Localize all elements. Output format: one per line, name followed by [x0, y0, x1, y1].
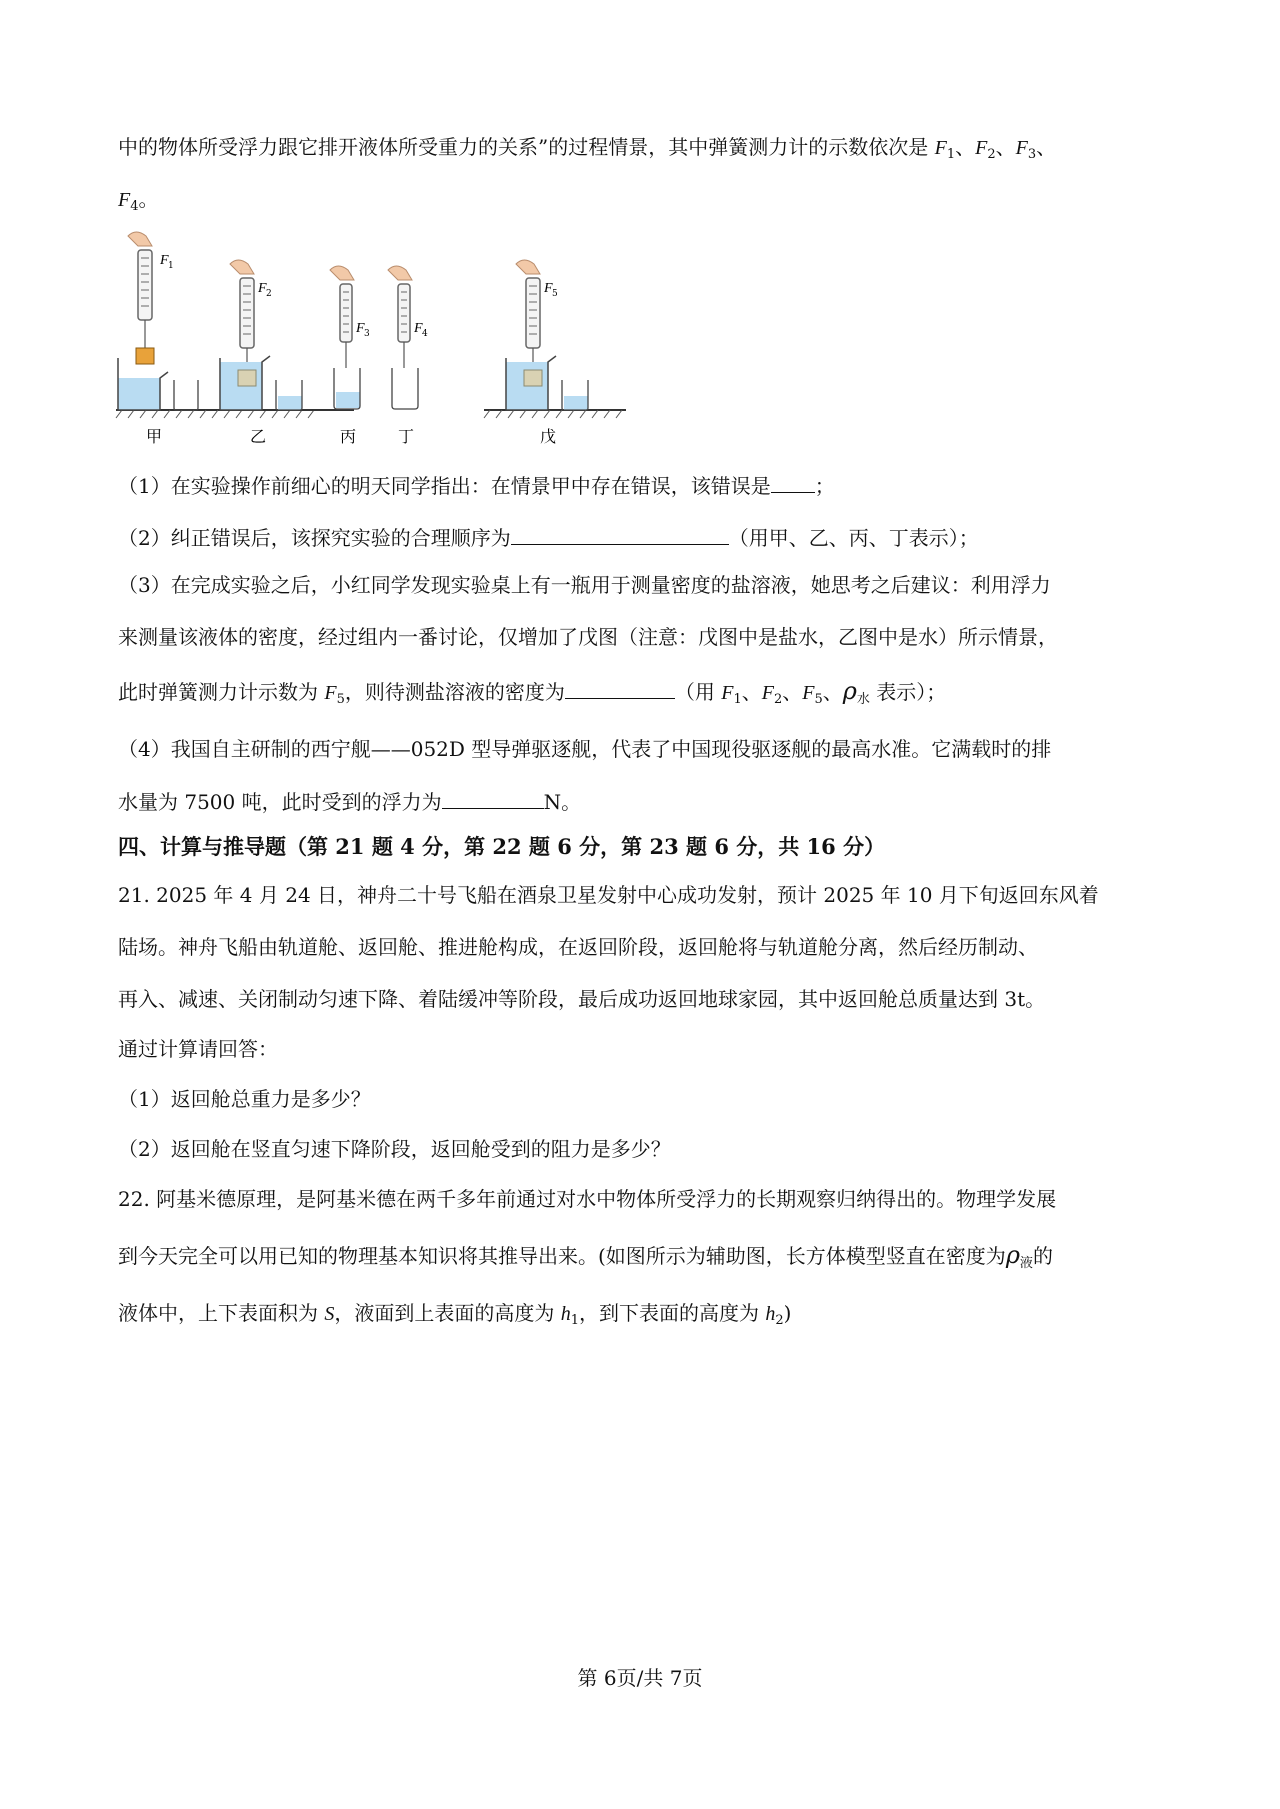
- var-sub: 4: [130, 199, 139, 214]
- q3-text: （用: [674, 680, 722, 704]
- q21-text: 通过计算请回答：: [118, 1037, 278, 1061]
- beaker-icon: [174, 380, 198, 410]
- svg-text:3: 3: [364, 329, 370, 339]
- spring-scale-icon: [340, 284, 352, 342]
- intro-line-2: [118, 184, 1178, 222]
- scene-wu: [506, 260, 588, 410]
- q22-text: ，到下表面的高度为: [579, 1301, 766, 1325]
- experiment-figure: [108, 228, 628, 458]
- question-4-line-1: [118, 734, 1178, 764]
- answer-blank[interactable]: [565, 676, 675, 699]
- q3-text: 此时弹簧测力计示数为: [118, 680, 325, 704]
- spring-scale-icon: [138, 250, 152, 320]
- q21-text: 陆场。神舟飞船由轨道舱、返回舱、推进舱构成，在返回阶段，返回舱将与轨道舱分离，然后经历制动、: [118, 935, 1038, 959]
- label-yi: 乙: [250, 427, 267, 446]
- spring-scale-icon: [240, 278, 254, 348]
- q3-text: 来测量该液体的密度，经过组内一番讨论，仅增加了戊图（注意：戊图中是盐水，乙图中是水）所示情景，: [118, 625, 1058, 649]
- var-S: S: [324, 1303, 335, 1325]
- spring-scale-icon: [398, 284, 410, 342]
- q21-text: 21. 2025 年 4 月 24 日，神舟二十号飞船在酒泉卫星发射中心成功发射，预计 2025 年 10 月下旬返回东风着: [118, 883, 1099, 907]
- var-sub: 2: [987, 147, 996, 162]
- svg-text:F: F: [544, 281, 553, 296]
- spring-scale-icon: [526, 278, 540, 348]
- var-sub: 2: [775, 1313, 784, 1328]
- question-22-line-2: [118, 1240, 1178, 1279]
- var-F: F: [721, 682, 734, 704]
- answer-blank[interactable]: [511, 522, 729, 545]
- scene-ding: [388, 266, 428, 409]
- rho-symbol: ρ: [1005, 1241, 1020, 1269]
- var-F: F: [118, 189, 131, 211]
- rho-sub: 水: [856, 692, 870, 707]
- label-jia: 甲: [146, 427, 163, 446]
- ground-right: [484, 410, 626, 418]
- question-21-line-3: [118, 984, 1178, 1014]
- var-F: F: [324, 682, 337, 704]
- question-22-line-1: [118, 1184, 1178, 1214]
- intro-end: 。: [138, 187, 159, 211]
- page-number: 第 6页/共 7页: [577, 1666, 703, 1690]
- question-21-sub-1: [118, 1084, 1178, 1114]
- sep: 、: [782, 680, 803, 704]
- intro-text: 中的物体所受浮力跟它排开液体所受重力的关系”的过程情景，其中弹簧测力计的示数依次是: [118, 135, 935, 159]
- var-F: F: [975, 137, 988, 159]
- var-sub: 3: [1027, 147, 1037, 162]
- q2-end: （用甲、乙、丙、丁表示）；: [728, 526, 979, 550]
- svg-text:F: F: [414, 321, 423, 336]
- var-h: h: [560, 1303, 571, 1325]
- scene-jia: [118, 232, 198, 410]
- sep: 、: [822, 680, 843, 704]
- sep: 、: [955, 135, 976, 159]
- question-21-sub-2: [118, 1134, 1178, 1164]
- section-title: 四、计算与推导题（第 21 题 4 分，第 22 题 6 分，第 23 题 6 分，共 16 分）: [118, 834, 886, 859]
- var-F: F: [1015, 137, 1028, 159]
- var-sub: 2: [773, 692, 783, 707]
- block-icon: [136, 348, 154, 364]
- question-1: [118, 470, 1178, 501]
- q22-text: 到今天完全可以用已知的物理基本知识将其推导出来。(如图所示为辅助图，长方体模型竖直在密度为: [118, 1244, 1006, 1268]
- beaker-icon: [392, 368, 418, 409]
- var-sub: 1: [946, 147, 956, 162]
- var-F: F: [761, 682, 774, 704]
- svg-text:1: 1: [168, 261, 174, 271]
- scene-bing: [330, 266, 370, 409]
- q22-text: ): [783, 1301, 792, 1325]
- q1-text: （1）在实验操作前细心的明天同学指出：在情景甲中存在错误，该错误是: [118, 474, 771, 498]
- sep: 、: [1036, 135, 1057, 159]
- question-3-line-1: [118, 570, 1178, 600]
- svg-text:2: 2: [266, 289, 272, 299]
- q21-sub: （1）返回舱总重力是多少？: [118, 1087, 371, 1111]
- question-3-line-3: [118, 676, 1178, 715]
- q4-text: （4）我国自主研制的西宁舰——052D 型导弹驱逐舰，代表了中国现役驱逐舰的最高水准。它满载时的排: [118, 737, 1052, 761]
- q21-text: 再入、减速、关闭制动匀速下降、着陆缓冲等阶段，最后成功返回地球家园，其中返回舱总质量达到 3t。: [118, 987, 1046, 1011]
- sep: 、: [995, 135, 1016, 159]
- label-ding: 丁: [398, 427, 415, 446]
- svg-text:4: 4: [422, 329, 428, 339]
- var-sub: 1: [733, 692, 742, 707]
- q22-text: ，液面到上表面的高度为: [334, 1301, 561, 1325]
- answer-blank[interactable]: [771, 470, 815, 493]
- q4-text: N。: [543, 790, 582, 814]
- question-4-line-2: [118, 786, 1178, 817]
- var-sub: 5: [336, 692, 345, 707]
- scene-yi: [220, 260, 302, 410]
- svg-text:F: F: [356, 321, 365, 336]
- section-4-heading: [118, 832, 1178, 862]
- q22-text: 液体中，上下表面积为: [118, 1301, 325, 1325]
- q2-text: （2）纠正错误后，该探究实验的合理顺序为: [118, 526, 511, 550]
- q3-text: ，则待测盐溶液的密度为: [344, 680, 565, 704]
- q21-sub: （2）返回舱在竖直匀速下降阶段，返回舱受到的阻力是多少？: [118, 1137, 671, 1161]
- rho-symbol: ρ: [842, 677, 857, 705]
- label-wu: 戊: [540, 427, 557, 446]
- var-sub: 1: [570, 1313, 579, 1328]
- q22-text: 的: [1032, 1244, 1053, 1268]
- question-21-line-2: [118, 932, 1178, 962]
- question-2: [118, 522, 1178, 553]
- svg-text:F: F: [160, 253, 169, 268]
- var-F: F: [802, 682, 815, 704]
- sep: 、: [741, 680, 762, 704]
- question-22-line-3: [118, 1298, 1178, 1336]
- q1-end: ；: [814, 474, 835, 498]
- question-21-line-1: [118, 880, 1178, 910]
- rho-sub: 液: [1019, 1256, 1033, 1271]
- block-icon: [524, 370, 542, 386]
- label-bing: 丙: [340, 427, 357, 446]
- svg-text:F: F: [258, 281, 267, 296]
- page-footer: [0, 1662, 1280, 1691]
- var-sub: 5: [814, 692, 823, 707]
- svg-text:5: 5: [552, 289, 558, 299]
- question-3-line-2: [118, 622, 1178, 652]
- q4-text: 水量为 7500 吨，此时受到的浮力为: [118, 790, 442, 814]
- block-icon: [238, 370, 256, 386]
- q22-text: 22. 阿基米德原理，是阿基米德在两千多年前通过对水中物体所受浮力的长期观察归纳得出的。物理学发展: [118, 1187, 1057, 1211]
- var-F: F: [934, 137, 947, 159]
- ground-left: [116, 410, 318, 418]
- intro-line-1: [118, 132, 1178, 170]
- answer-blank[interactable]: [442, 786, 544, 809]
- q3-text: 表示）；: [869, 680, 947, 704]
- question-21-line-4: [118, 1034, 1178, 1064]
- q3-text: （3）在完成实验之后，小红同学发现实验桌上有一瓶用于测量密度的盐溶液，她思考之后建议：利用浮力: [118, 573, 1051, 597]
- var-h: h: [765, 1303, 776, 1325]
